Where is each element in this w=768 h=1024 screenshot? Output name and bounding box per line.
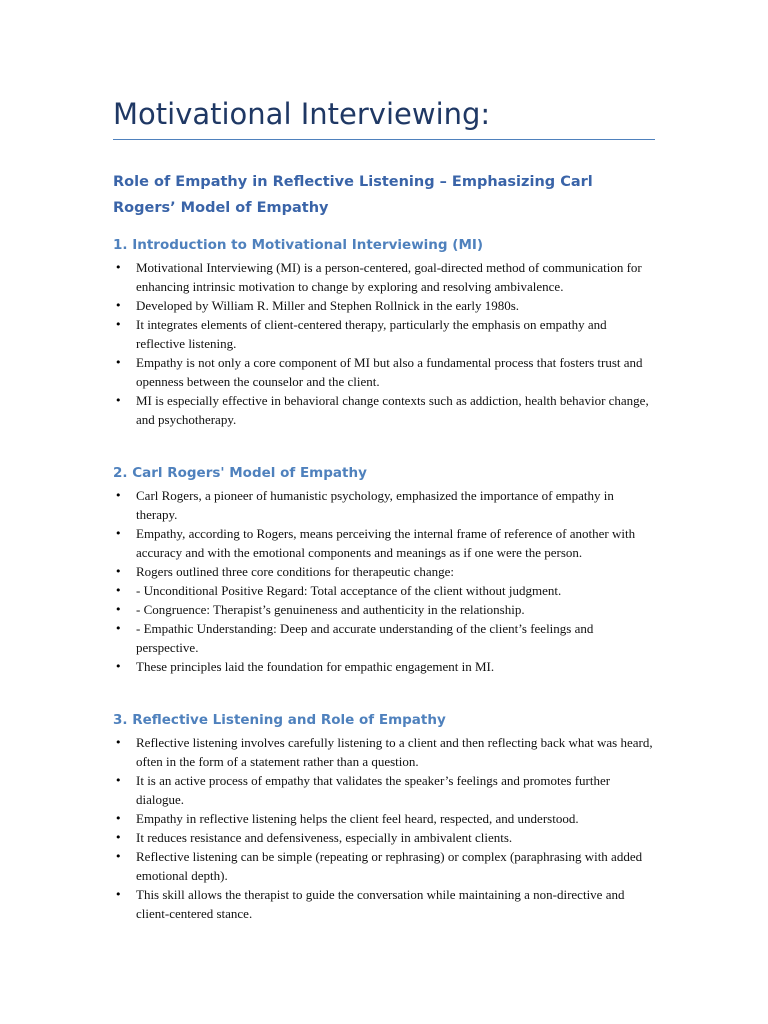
section-3-bullet-list [113, 733, 658, 923]
bullet-icon: • [115, 660, 122, 673]
bullet-icon: • [115, 603, 122, 616]
bullet-icon: • [115, 850, 122, 863]
bullet-text: - Unconditional Positive Regard: Total acceptance of the client without judgment. [136, 583, 562, 598]
bullet-icon: • [115, 318, 122, 331]
bullet-icon: • [115, 622, 122, 635]
list-item [113, 809, 658, 828]
list-item [113, 353, 658, 391]
bullet-icon: • [115, 888, 122, 901]
list-item [113, 771, 658, 809]
bullet-text: MI is especially effective in behavioral change contexts such as addiction, health behavior change, and psychotherapy. [136, 393, 649, 427]
list-item [113, 391, 658, 429]
bullet-text: Empathy in reflective listening helps the client feel heard, respected, and understood. [136, 811, 579, 826]
bullet-icon: • [115, 261, 122, 274]
bullet-icon: • [115, 774, 122, 787]
bullet-text: Developed by William R. Miller and Stephen Rollnick in the early 1980s. [136, 298, 520, 313]
list-item [113, 315, 658, 353]
list-item [113, 296, 658, 315]
title-underline-divider [113, 139, 655, 140]
bullet-text: - Empathic Understanding: Deep and accurate understanding of the client’s feelings and perspective. [136, 621, 594, 655]
bullet-icon: • [115, 527, 122, 540]
list-item [113, 619, 658, 657]
bullet-icon: • [115, 812, 122, 825]
list-item [113, 657, 658, 676]
bullet-text: Reflective listening involves carefully listening to a client and then reflecting back what was heard, often in the form of a statement rather than a question. [136, 735, 653, 769]
list-item [113, 562, 658, 581]
document-subtitle: Role of Empathy in Reflective Listening – Emphasizing Carl Rogers’ Model of Empathy [113, 174, 593, 216]
bullet-icon: • [115, 584, 122, 597]
list-item [113, 524, 658, 562]
list-item [113, 486, 658, 524]
bullet-text: Empathy is not only a core component of MI but also a fundamental process that fosters trust and openness between the counselor and the client. [136, 355, 643, 389]
bullet-text: Rogers outlined three core conditions for therapeutic change: [136, 564, 455, 579]
section-1-bullet-list [113, 258, 658, 429]
bullet-text: Carl Rogers, a pioneer of humanistic psychology, emphasized the importance of empathy in therapy. [136, 488, 614, 522]
bullet-icon: • [115, 394, 122, 407]
bullet-text: It reduces resistance and defensiveness, especially in ambivalent clients. [136, 830, 513, 845]
list-item [113, 733, 658, 771]
bullet-text: It integrates elements of client-centered therapy, particularly the emphasis on empathy and reflective listening. [136, 317, 607, 351]
document-title: Motivational Interviewing: [113, 97, 491, 131]
bullet-text: Reflective listening can be simple (repeating or rephrasing) or complex (paraphrasing with added emotional depth). [136, 849, 643, 883]
bullet-text: These principles laid the foundation for empathic engagement in MI. [136, 659, 495, 674]
bullet-icon: • [115, 831, 122, 844]
list-item [113, 847, 658, 885]
bullet-icon: • [115, 565, 122, 578]
list-item [113, 828, 658, 847]
bullet-text: Motivational Interviewing (MI) is a person-centered, goal-directed method of communication for enhancing intrinsic motivation to change by exploring and resolving ambivalence. [136, 260, 642, 294]
bullet-icon: • [115, 356, 122, 369]
section-1-heading: 1. Introduction to Motivational Interviewing (MI) [113, 237, 484, 253]
bullet-icon: • [115, 489, 122, 502]
bullet-text: - Congruence: Therapist’s genuineness and authenticity in the relationship. [136, 602, 525, 617]
bullet-text: Empathy, according to Rogers, means perceiving the internal frame of reference of another with accuracy and with the emotional components and meanings as if one were the person. [136, 526, 636, 560]
list-item [113, 258, 658, 296]
list-item [113, 600, 658, 619]
bullet-icon: • [115, 736, 122, 749]
bullet-text: This skill allows the therapist to guide the conversation while maintaining a non-directive and client-centered stance. [136, 887, 625, 921]
list-item [113, 581, 658, 600]
section-3-heading: 3. Reflective Listening and Role of Empathy [113, 712, 446, 728]
section-2-heading: 2. Carl Rogers' Model of Empathy [113, 465, 367, 481]
bullet-text: It is an active process of empathy that validates the speaker’s feelings and promotes further dialogue. [136, 773, 611, 807]
section-2-bullet-list [113, 486, 658, 676]
bullet-icon: • [115, 299, 122, 312]
list-item [113, 885, 658, 923]
